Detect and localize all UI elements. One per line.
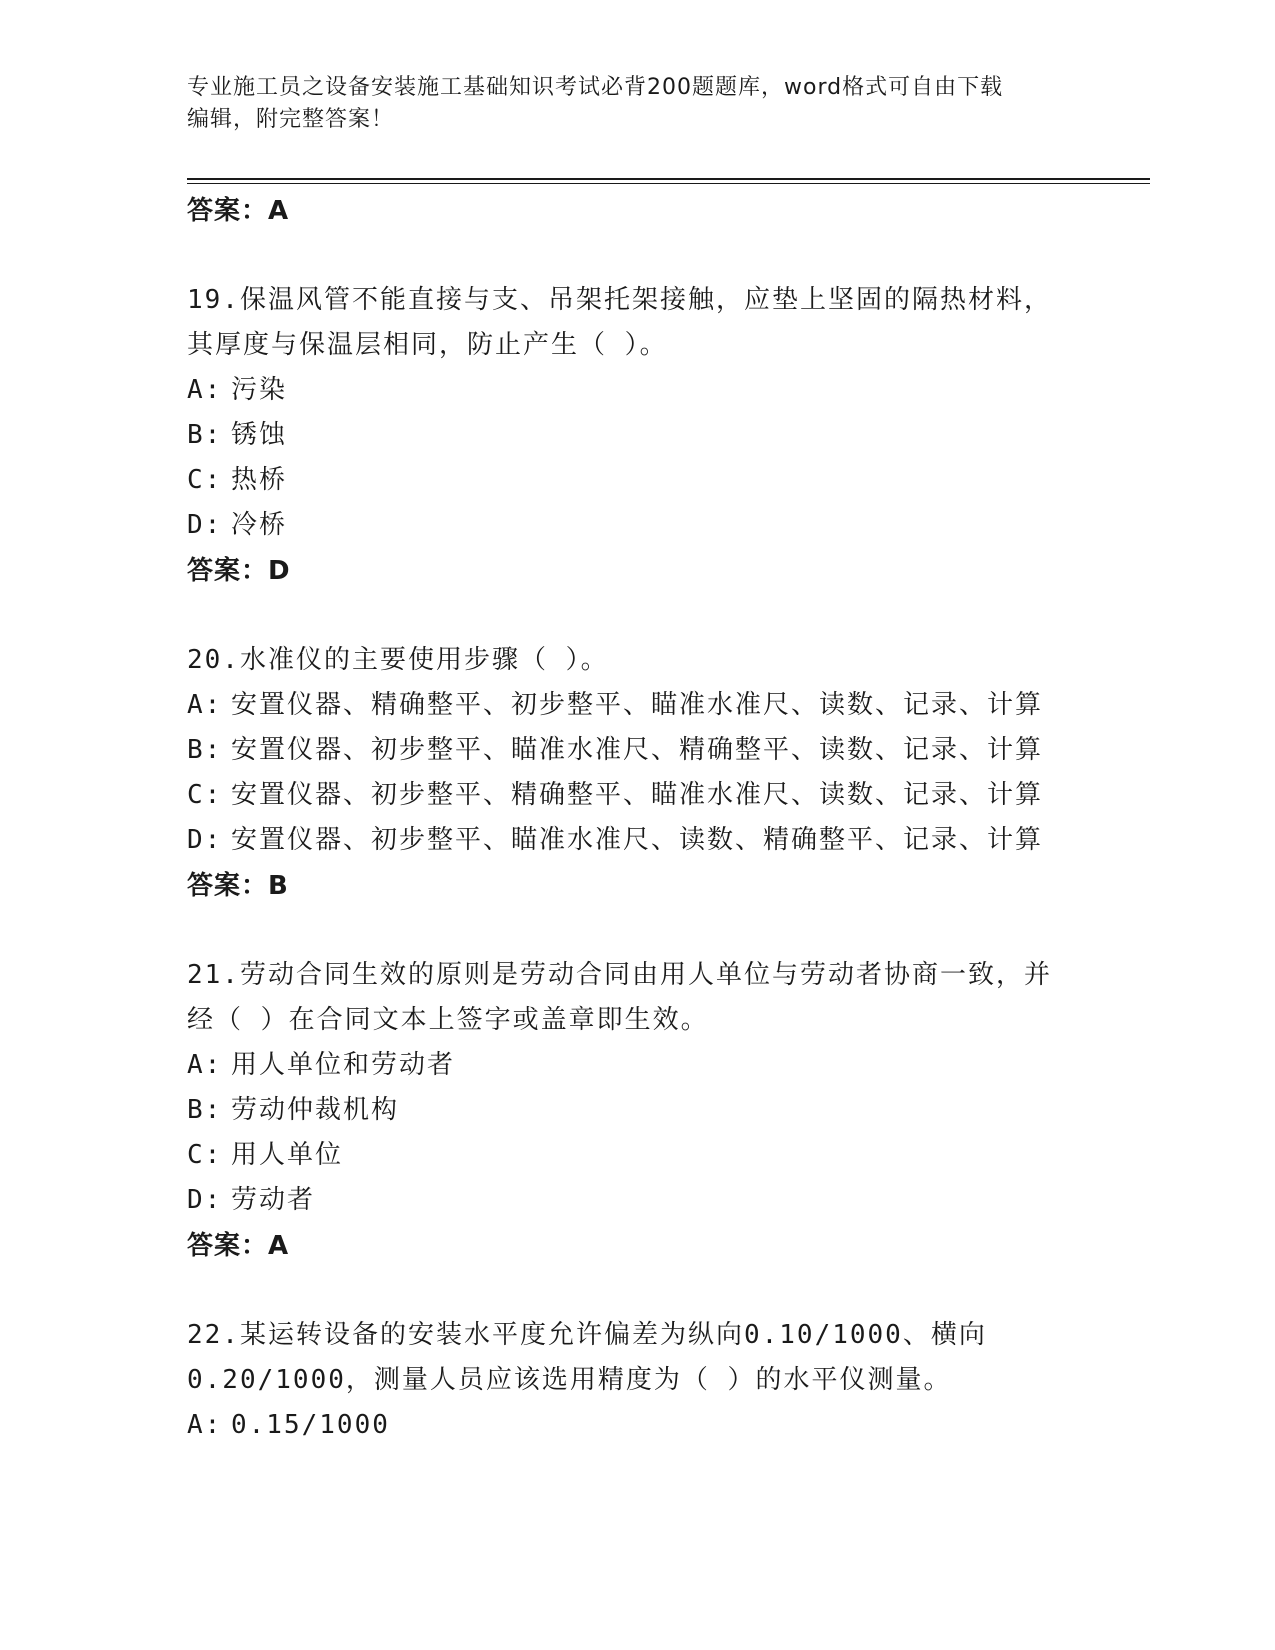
option-c — [187, 1133, 1087, 1178]
option-text: 热桥 — [231, 465, 288, 495]
question-stem-line: 20.水准仪的主要使用步骤（ ）。 — [187, 645, 609, 675]
question-stem-line: 其厚度与保温层相同，防止产生（ ）。 — [187, 330, 668, 360]
question-stem — [187, 1313, 1087, 1403]
answer-line: 答案：A — [187, 1231, 290, 1261]
option-label: A: — [187, 1050, 223, 1080]
option-label: B: — [187, 1095, 223, 1125]
question-stem-line: 21.劳动合同生效的原则是劳动合同由用人单位与劳动者协商一致，并 — [187, 960, 1052, 990]
option-a — [187, 368, 1087, 413]
header-line-1: 专业施工员之设备安装施工基础知识考试必背200题题库，word格式可自由下载 — [187, 75, 1004, 100]
option-text: 安置仪器、初步整平、瞄准水准尺、读数、精确整平、记录、计算 — [231, 825, 1044, 855]
option-a — [187, 1403, 1087, 1448]
option-text: 冷桥 — [231, 510, 288, 540]
option-label: A: — [187, 690, 223, 720]
option-text: 安置仪器、初步整平、精确整平、瞄准水准尺、读数、记录、计算 — [231, 780, 1044, 810]
option-label: B: — [187, 420, 223, 450]
question-22 — [187, 1313, 1087, 1448]
question-stem-line: 22.某运转设备的安装水平度允许偏差为纵向0.10/1000、横向 — [187, 1320, 987, 1350]
option-label: C: — [187, 465, 223, 495]
document-body — [187, 188, 1087, 1448]
option-text: 用人单位和劳动者 — [231, 1050, 456, 1080]
question-stem-line: 经（ ）在合同文本上签字或盖章即生效。 — [187, 1005, 709, 1035]
question-21 — [187, 953, 1087, 1269]
question-19 — [187, 278, 1087, 594]
option-a — [187, 1043, 1087, 1088]
option-a — [187, 683, 1087, 728]
option-label: D: — [187, 510, 223, 540]
option-b — [187, 1088, 1087, 1133]
header-rule-thin — [187, 183, 1150, 184]
option-text: 用人单位 — [231, 1140, 344, 1170]
option-b — [187, 728, 1087, 773]
option-c — [187, 773, 1087, 818]
question-stem — [187, 638, 1087, 683]
option-label: D: — [187, 1185, 223, 1215]
option-label: A: — [187, 1410, 223, 1440]
answer-line: 答案：D — [187, 556, 291, 586]
option-d — [187, 1178, 1087, 1223]
option-text: 劳动仲裁机构 — [231, 1095, 400, 1125]
option-text: 安置仪器、精确整平、初步整平、瞄准水准尺、读数、记录、计算 — [231, 690, 1044, 720]
option-text: 污染 — [231, 375, 288, 405]
question-stem-line: 19.保温风管不能直接与支、吊架托架接触，应垫上坚固的隔热材料， — [187, 285, 1052, 315]
option-text: 锈蚀 — [231, 420, 288, 450]
option-c — [187, 458, 1087, 503]
option-d — [187, 503, 1087, 548]
option-label: D: — [187, 825, 223, 855]
option-label: C: — [187, 1140, 223, 1170]
question-stem — [187, 278, 1087, 368]
question-stem — [187, 953, 1087, 1043]
answer-line: 答案：A — [187, 196, 290, 226]
header-line-2: 编辑，附完整答案！ — [187, 107, 395, 132]
header-rule-thick — [187, 178, 1150, 180]
option-label: C: — [187, 780, 223, 810]
option-text: 0.15/1000 — [231, 1410, 390, 1440]
option-d — [187, 818, 1087, 863]
option-text: 安置仪器、初步整平、瞄准水准尺、精确整平、读数、记录、计算 — [231, 735, 1044, 765]
answer-line: 答案：B — [187, 871, 289, 901]
option-label: A: — [187, 375, 223, 405]
question-20 — [187, 638, 1087, 909]
option-b — [187, 413, 1087, 458]
option-label: B: — [187, 735, 223, 765]
question-stem-line: 0.20/1000，测量人员应该选用精度为（ ）的水平仪测量。 — [187, 1365, 952, 1395]
document-header — [187, 72, 1067, 136]
option-text: 劳动者 — [231, 1185, 316, 1215]
